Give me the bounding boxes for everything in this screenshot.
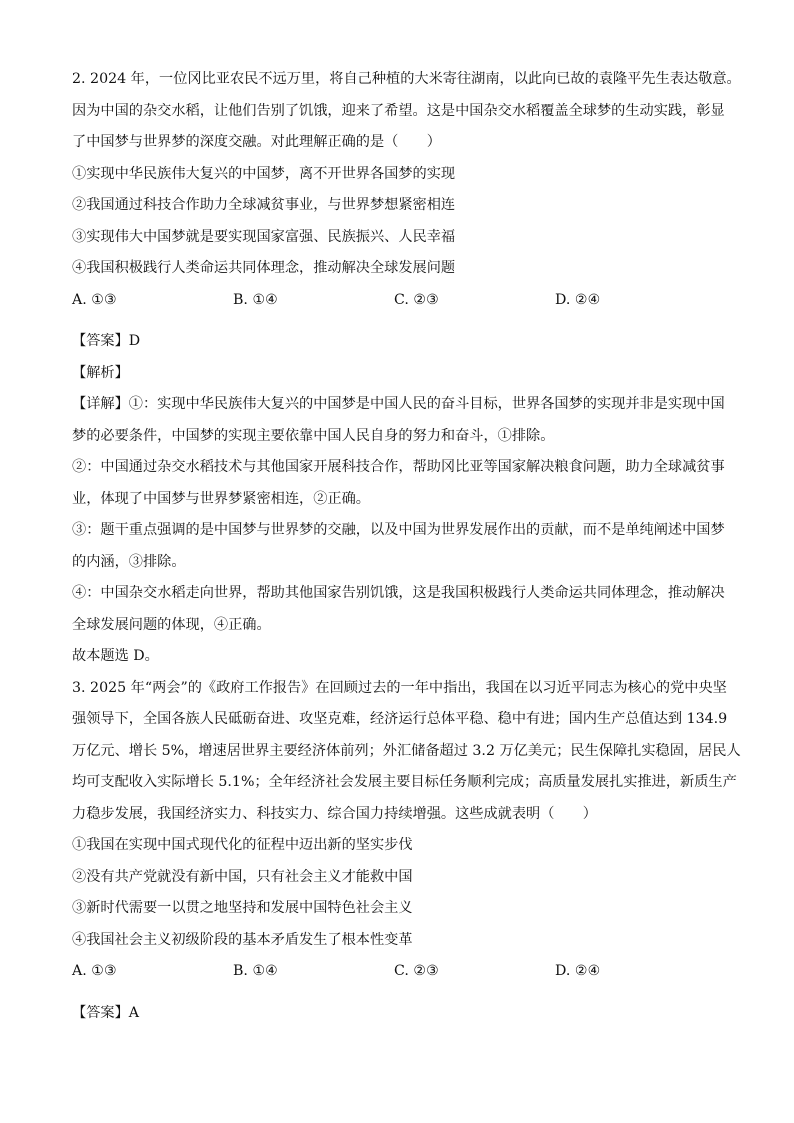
question-2-detail-line: ②：中国通过杂交水稻技术与其他国家开展科技合作，帮助冈比亚等国家解决粮食问题，助力全球减贫事 [72,459,725,475]
option-d: D. ②④ [555,963,601,979]
question-2-detail-line: ③：题干重点强调的是中国梦与世界梦的交融，以及中国为世界发展作出的贡献，而不是单纯阐述中国梦 [72,522,725,538]
question-2 [72,64,741,673]
question-2-statement: ③实现伟大中国梦就是要实现国家富强、民族振兴、人民幸福 [72,228,456,245]
option-b: B. ①④ [233,963,278,979]
question-3 [72,673,741,1030]
question-3-stem-line: 均可支配收入实际增长 5.1%；全年经济社会发展主要目标任务顺利完成；高质量发展扎实推进，新质生产 [72,774,737,790]
question-3-stem-line: 3. 2025 年“两会”的《政府工作报告》在回顾过去的一年中指出，我国在以习近平同志为核心的党中央坚 [72,679,727,696]
question-2-statement: ④我国积极践行人类命运共同体理念，推动解决全球发展问题 [72,260,456,276]
question-3-options [72,956,724,988]
question-2-detail-line: 全球发展问题的体现，④正确。 [72,616,271,633]
question-2-detail-line: ④：中国杂交水稻走向世界，帮助其他国家告别饥饿，这是我国积极践行人类命运共同体理念，推动解决 [72,585,725,601]
question-3-answer: 【答案】A [72,1004,139,1021]
question-2-statement: ②我国通过科技合作助力全球减贫事业，与世界梦想紧密相连 [72,197,456,213]
question-3-statement: ①我国在实现中国式现代化的征程中迈出新的坚实步伐 [72,837,413,853]
option-a: A. ①③ [72,963,117,979]
question-2-stem-line: 2. 2024 年，一位冈比亚农民不远万里，将自己种植的大米寄往湖南，以此向已故的袁隆平先生表达敬意。 [72,71,741,87]
question-2-stem-line: 因为中国的杂交水稻，让他们告别了饥饿，迎来了希望。这是中国杂交水稻覆盖全球梦的生动实践，彰显 [72,102,725,119]
question-3-statement: ③新时代需要一以贯之地坚持和发展中国特色社会主义 [72,900,413,916]
exam-page [72,64,741,1029]
question-2-detail-line: 梦的必要条件，中国梦的实现主要依靠中国人民自身的努力和奋斗，①排除。 [72,427,555,444]
question-3-statement: ②没有共产党就没有新中国，只有社会主义才能救中国 [72,868,413,885]
option-c: C. ②③ [394,291,439,308]
question-3-stem-line: 万亿元、增长 5%，增速居世界主要经济体前列；外汇储备超过 3.2 万亿美元；民生保障扎实稳固，居民人 [72,742,741,759]
question-2-stem-line: 了中国梦与世界梦的深度交融。对此理解正确的是（ ） [72,134,441,150]
question-2-options [72,285,724,317]
question-2-answer: 【答案】D [72,333,141,349]
option-b: B. ①④ [233,291,278,308]
question-2-detail-line: 业，体现了中国梦与世界梦紧密相连，②正确。 [72,490,370,507]
question-2-detail-line: 【详解】①：实现中华民族伟大复兴的中国梦是中国人民的奋斗目标，世界各国梦的实现并非是实现中国 [72,396,725,412]
question-3-stem-line: 力稳步发展，我国经济实力、科技实力、综合国力持续增强。这些成就表明（ ） [72,805,597,822]
question-2-statement: ①实现中华民族伟大复兴的中国梦，离不开世界各国梦的实现 [72,165,456,182]
option-d: D. ②④ [555,291,601,308]
option-c: C. ②③ [394,963,439,979]
option-a: A. ①③ [72,291,117,308]
question-2-analysis-label: 【解析】 [72,364,129,381]
question-2-detail-line: 的内涵，③排除。 [72,553,186,570]
question-3-stem-line: 强领导下，全国各族人民砥砺奋进、攻坚克难，经济运行总体平稳、稳中有进；国内生产总值达到 134.9 [72,711,728,727]
question-3-statement: ④我国社会主义初级阶段的基本矛盾发生了根本性变革 [72,931,413,948]
question-2-conclusion: 故本题选 D。 [72,648,159,664]
